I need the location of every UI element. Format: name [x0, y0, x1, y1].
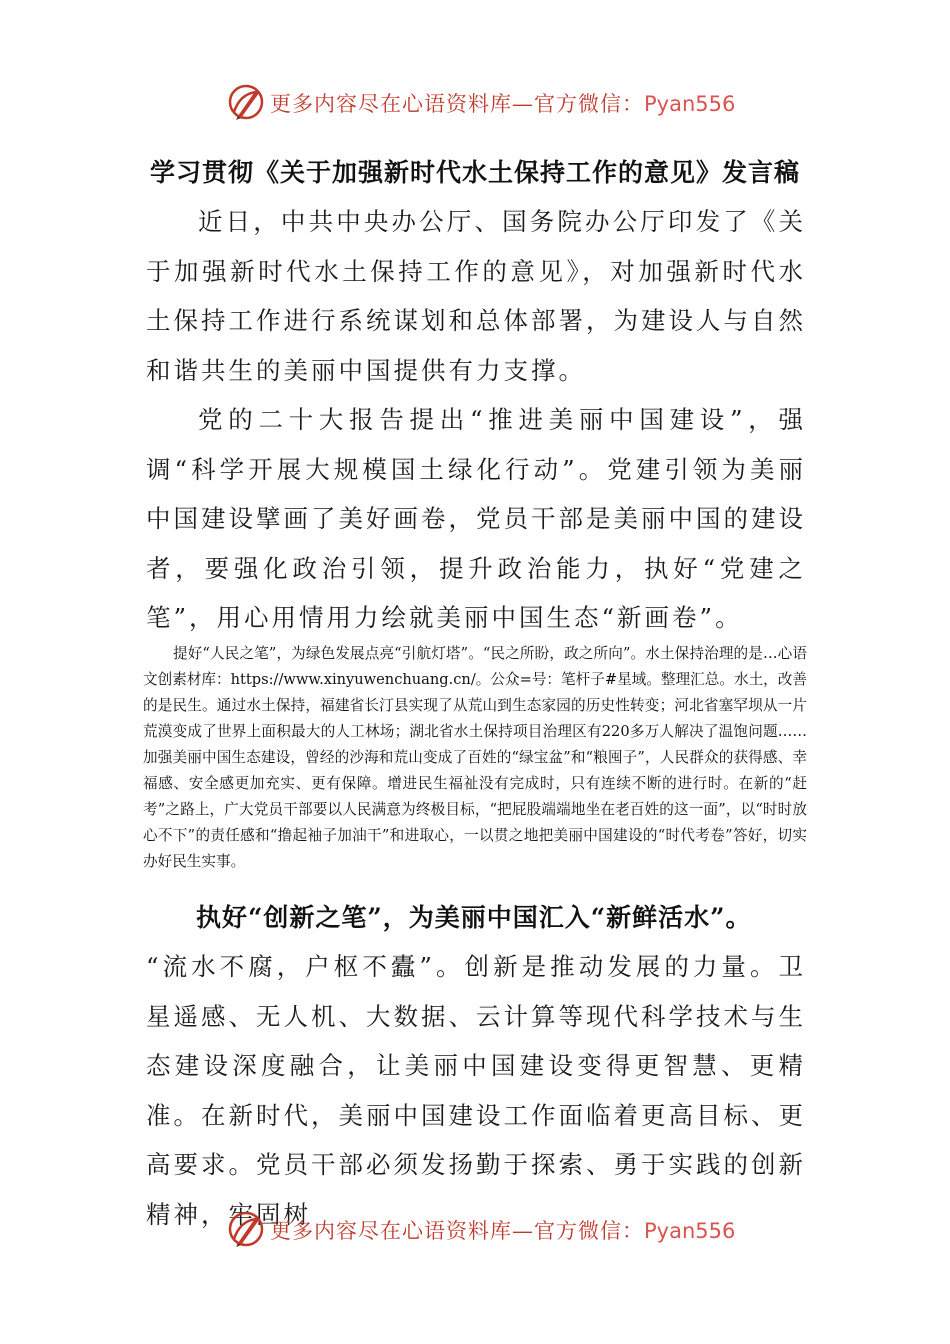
- footer-banner: [0, 1207, 950, 1251]
- paragraph-2: 党的二十大报告提出“推进美丽中国建设”，强调“科学开展大规模国土绿化行动”。党建引领为美丽中国建设擘画了美好画卷，党员干部是美丽中国的建设者，要强化政治引领，提升政治能力，执好“党建之笔”，用心用情用力绘就美丽中国生态“新画卷”。: [146, 405, 806, 632]
- banner-text: 更多内容尽在心语资料库—官方微信：Pyan556: [270, 92, 736, 116]
- small-paragraph: 提好“人民之笔”，为绿色发展点亮“引航灯塔”。“民之所盼，政之所向”。水土保持治理的是…心语文创素材库：https://www.xinyuwenchuang.cn/。公众=号：笔杆子#星域。整理汇总。水土，改善的是民生。通过水土保持，福建省长汀县实现了从荒山到生态家园的历史性转变；河北省塞罕坝从一片荒漠变成了世界上面积最大的人工林场；湖北省水土保持项目治理区有220多万人解决了温饱问题……加强美丽中国生态建设，曾经的沙海和荒山变成了百姓的“绿宝盆”和“粮囤子”，人民群众的获得感、幸福感、安全感更加充实、更有保障。增进民生福祉没有完成时，只有连续不断的进行时。在新的“赶考”之路上，广大党员干部要以人民满意为终极目标，“把屁股端端地坐在老百姓的这一面”，以“时时放心不下”的责任感和“撸起袖子加油干”和进取心，一以贯之地把美丽中国建设的“时代考卷”答好，切实办好民生实事。: [143, 645, 807, 870]
- pen-logo-icon: [226, 82, 266, 122]
- header-banner: [0, 80, 950, 124]
- wechat-id: Pyan556: [644, 1219, 736, 1243]
- paragraph-1: 近日，中共中央办公厅、国务院办公厅印发了《关于加强新时代水土保持工作的意见》，对加强新时代水土保持工作进行系统谋划和总体部署，为建设人与自然和谐共生的美丽中国提供有力支撑。: [146, 207, 806, 385]
- paragraph-3: “流水不腐，户枢不蠹”。创新是推动发展的力量。卫星遥感、无人机、大数据、云计算等现代科学技术与生态建设深度融合，让美丽中国建设变得更智慧、更精准。在新时代，美丽中国建设工作面临着更高目标、更高要求。党员干部必须发扬勤于探索、勇于实践的创新精神，牢固树: [146, 952, 806, 1229]
- pen-logo-icon: [226, 1209, 266, 1249]
- wechat-id: Pyan556: [644, 92, 736, 116]
- section-heading: 执好“创新之笔”，为美丽中国汇入“新鲜活水”。: [196, 903, 752, 932]
- document-title: 学习贯彻《关于加强新时代水土保持工作的意见》发言稿: [150, 158, 801, 187]
- banner-text: 更多内容尽在心语资料库—官方微信：Pyan556: [270, 1219, 736, 1243]
